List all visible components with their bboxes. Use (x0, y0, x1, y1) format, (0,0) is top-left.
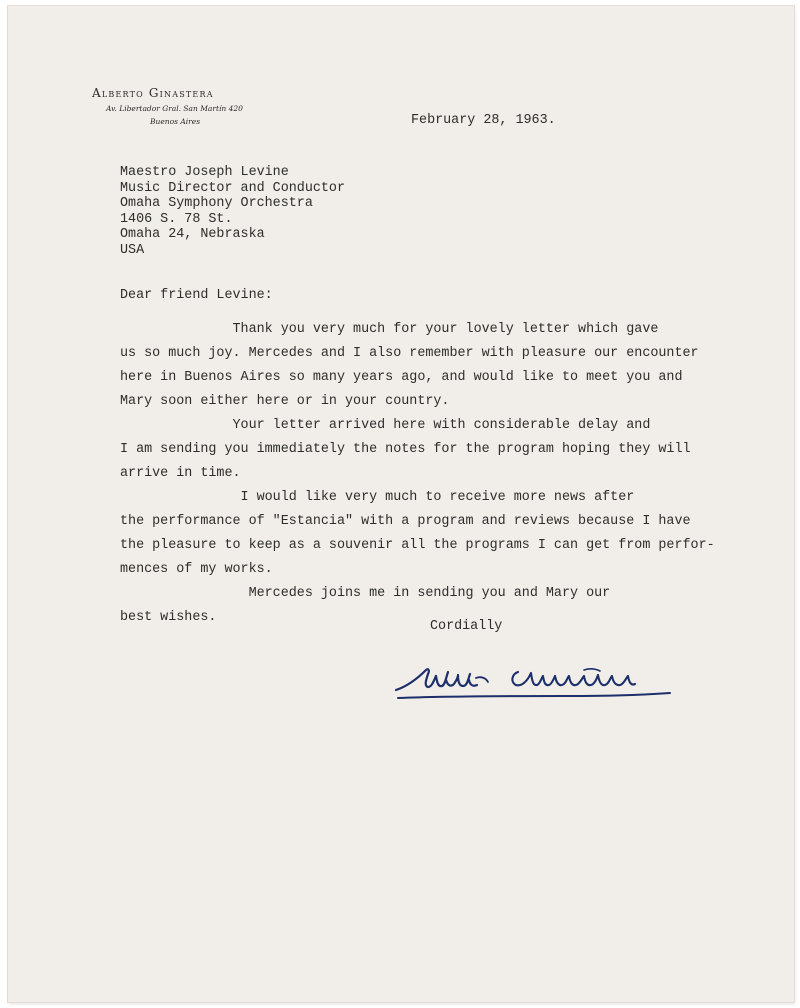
body-line: arrive in time. (120, 466, 241, 481)
letterhead-city: Buenos Aires (150, 117, 201, 126)
salutation: Dear friend Levine: (120, 288, 273, 303)
recipient-line: Omaha 24, Nebraska (120, 227, 265, 243)
body-line: Mercedes joins me in sending you and Mary our (120, 586, 611, 601)
body-line: I would like very much to receive more news after (120, 490, 635, 505)
letterhead-address: Av. Libertador Gral. San Martín 420 (106, 104, 243, 113)
recipient-line: Omaha Symphony Orchestra (120, 196, 313, 212)
closing: Cordially (430, 619, 503, 634)
recipient-line: Maestro Joseph Levine (120, 165, 289, 180)
body-line: Thank you very much for your lovely letter which gave (120, 322, 659, 337)
letter-date: February 28, 1963. (411, 113, 556, 128)
body-line: Your letter arrived here with considerable delay and (120, 418, 651, 433)
body-line: mences of my works. (120, 562, 273, 577)
body-line: Mary soon either here or in your country. (120, 394, 450, 409)
body-line: best wishes. (120, 610, 217, 625)
letterhead-name: Alberto Ginastera (92, 86, 214, 100)
letter-page (8, 6, 794, 1002)
letter-body (120, 318, 715, 630)
letterhead (90, 86, 290, 126)
signature (388, 656, 678, 706)
body-line: here in Buenos Aires so many years ago, and would like to meet you and (120, 370, 683, 385)
body-line: the pleasure to keep as a souvenir all the programs I can get from perfor- (120, 538, 715, 553)
recipient-line: 1406 S. 78 St. (120, 211, 233, 227)
recipient-line: USA (120, 242, 145, 258)
body-line: us so much joy. Mercedes and I also remember with pleasure our encounter (120, 346, 699, 361)
body-line: I am sending you immediately the notes for the program hoping they will (120, 442, 691, 457)
body-line: the performance of "Estancia" with a program and reviews because I have (120, 514, 691, 529)
recipient-line: Music Director and Conductor (120, 180, 345, 196)
recipient-address (120, 165, 345, 259)
